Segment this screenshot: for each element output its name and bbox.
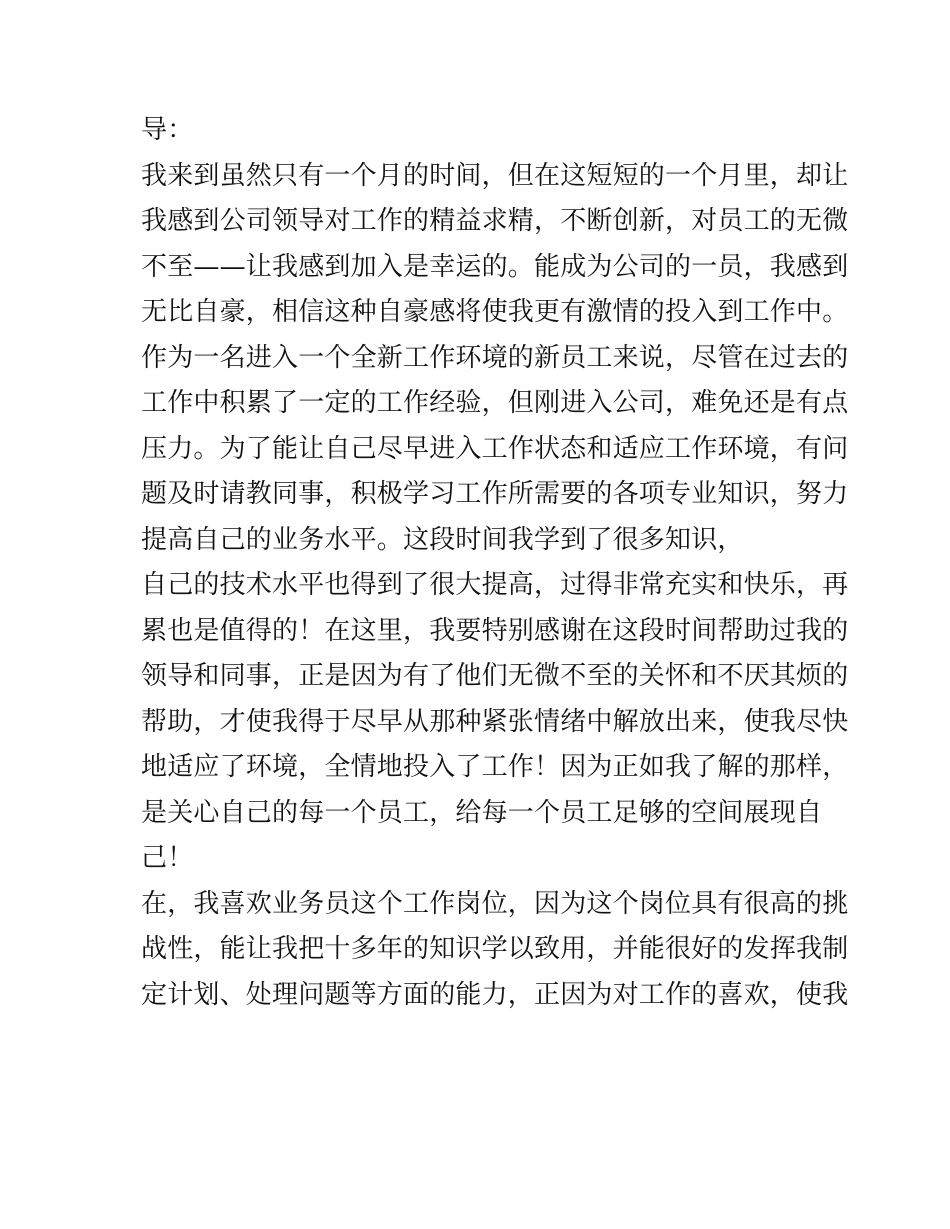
text-line: 累也是值得的！在这里，我要特别感谢在这段时间帮助过我的	[141, 615, 849, 646]
text-line: 自己的技术水平也得到了很大提高，过得非常充实和快乐，再	[141, 570, 849, 600]
text-line: 我来到虽然只有一个月的时间，但在这短短的一个月里，却让	[141, 160, 849, 191]
text-line: 题及时请教同事，积极学习工作所需要的各项专业知识，努力	[141, 479, 849, 509]
text-line: 工作中积累了一定的工作经验，但刚进入公司，难免还是有点	[141, 388, 849, 418]
text-line: 定计划、处理问题等方面的能力，正因为对工作的喜欢，使我	[141, 979, 849, 1010]
text-line: 战性，能让我把十多年的知识学以致用，并能很好的发挥我制	[141, 934, 849, 964]
text-line: 是关心自己的每一个员工，给每一个员工足够的空间展现自	[141, 797, 823, 828]
text-line: 我感到公司领导对工作的精益求精，不断创新，对员工的无微	[141, 206, 849, 236]
text-line: 压力。为了能让自己尽早进入工作状态和适应工作环境，有问	[141, 433, 849, 464]
text-line: 不至——让我感到加入是幸运的。能成为公司的一员，我感到	[141, 251, 849, 282]
text-line: 领导和同事，正是因为有了他们无微不至的关怀和不厌其烦的	[141, 661, 849, 691]
text-line: 地适应了环境，全情地投入了工作！因为正如我了解的那样，	[141, 752, 849, 782]
text-line: 导：	[141, 115, 194, 145]
text-line: 提高自己的业务水平。这段时间我学到了很多知识，	[141, 524, 744, 555]
text-line: 作为一名进入一个全新工作环境的新员工来说，尽管在过去的	[141, 342, 849, 373]
text-line: 己！	[141, 843, 194, 873]
text-line: 在，我喜欢业务员这个工作岗位，因为这个岗位具有很高的挑	[141, 888, 849, 919]
text-line: 无比自豪，相信这种自豪感将使我更有激情的投入到工作中。	[141, 297, 849, 327]
text-line: 帮助，才使我得于尽早从那种紧张情绪中解放出来，使我尽快	[141, 706, 849, 737]
document-body	[141, 108, 849, 1018]
